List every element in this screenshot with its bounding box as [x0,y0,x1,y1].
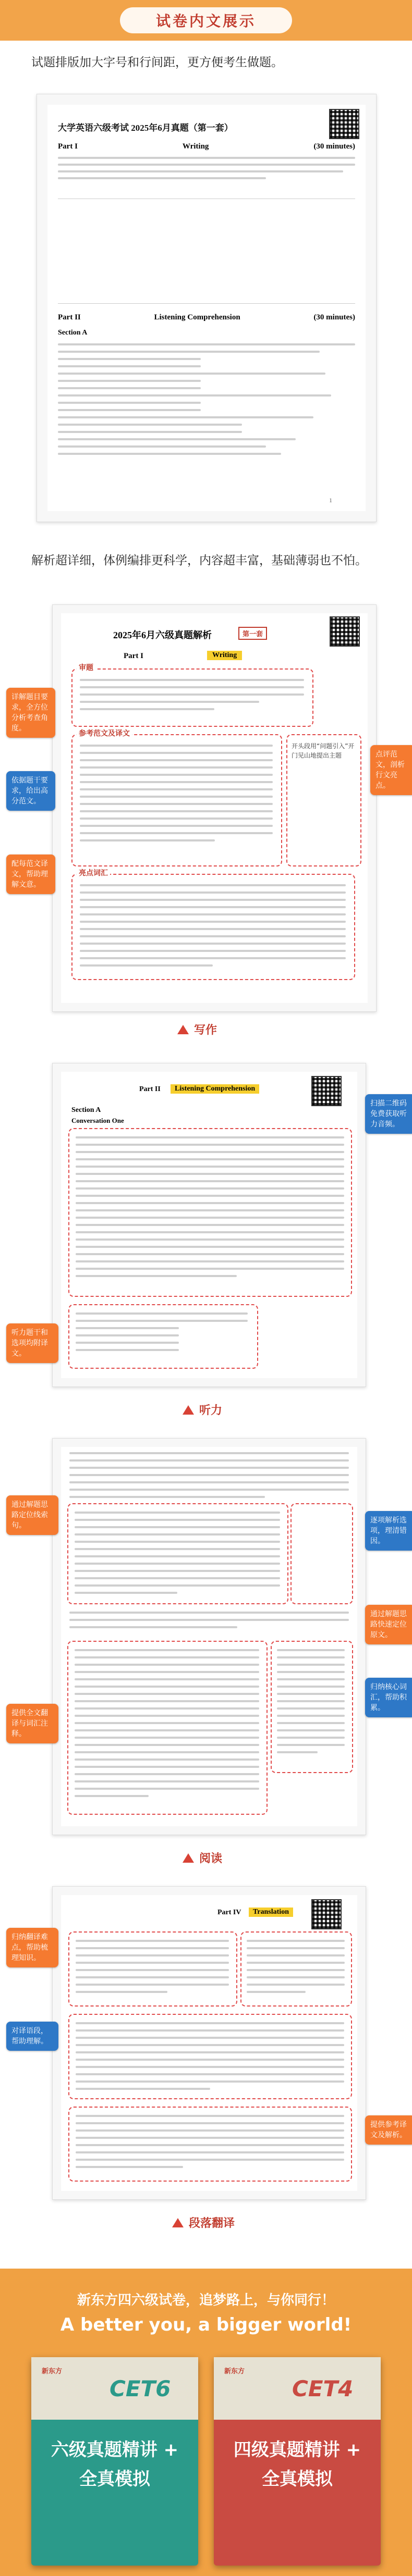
tag-listening-label: 听力 [199,1404,223,1417]
reading-page [61,1447,357,1826]
box-review-label: 审题 [77,662,95,673]
exam-page [47,105,366,511]
intro-text-2: 解析超详细，体例编排更科学，内容超丰富，基础薄弱也不怕。 [31,554,367,567]
book-cet4-publisher: 新东方 [224,2368,245,2375]
callout-options: 逐项解析选项，理清错因。 [365,1511,412,1551]
triangle-icon [177,1025,189,1034]
analysis-title: 2025年6月六级真题解析 [113,630,212,640]
part2-label: Part II [58,313,81,321]
part1-name: Writing [182,142,209,151]
part1-time: (30 minutes) [313,142,355,151]
triangle-icon [172,2218,184,2227]
box-review [71,664,313,727]
listening-questions [58,343,355,460]
callout-words: 归纳核心词汇，帮助积累。 [365,1678,412,1717]
tag-reading [183,1850,222,1866]
box-sample-essay [71,730,282,866]
book-cet4 [214,2357,381,2566]
box-vocab [71,870,355,980]
book-cet6-publisher: 新东方 [42,2368,63,2375]
analysis-page [61,613,368,1003]
callout-locate: 通过解题思路定位线索句。 [6,1495,58,1535]
side-note-text: 开头段用“问题引入”开门见山地提出主题 [292,742,355,759]
box-vocab-label: 亮点词汇 [77,868,110,878]
listening-page [61,1072,357,1378]
reading-page-card [52,1438,366,1835]
triangle-icon [183,1853,194,1863]
box-transcript [68,1128,352,1297]
analysis-badge: 第一套 [238,627,267,640]
tag-writing [177,1021,217,1037]
tag-listening [183,1402,222,1418]
page-number: 1 [329,497,332,504]
footer-slogan: 新东方四六级试卷，追梦路上，与你同行！ [77,2293,335,2308]
triangle-icon [183,1405,194,1415]
exam-title: 大学英语六级考试 2025年6月真题（第一套） [58,123,233,133]
callout-essay: 依据题干要求，给出高分范文。 [6,771,55,811]
listening-page-card [52,1063,366,1387]
tag-reading-label: 阅读 [199,1852,223,1865]
listening-part-label: Part II [139,1085,161,1093]
analysis-part-label: Part I [124,652,143,660]
analysis-part-name: Writing [207,651,242,660]
box-reading-notes [290,1503,353,1604]
box-passage [67,1641,268,1815]
part2-name: Listening Comprehension [154,313,240,321]
callout-fulltext: 提供全文翻译与词汇注释。 [6,1704,58,1743]
box-difficult [68,1931,237,2007]
callout-listening: 听力题干和选项均附译文。 [6,1323,58,1363]
intro-text-1: 试题排版加大字号和行间距，更方便考生做题。 [31,56,283,69]
analysis-page-card [52,604,377,1012]
exam-page-card [37,94,377,522]
book-cet6-title: 六级真题精讲 + 全真模拟 [51,2439,179,2490]
box-question [68,1304,258,1369]
listening-conv: Conversation One [71,1117,124,1124]
section-title: 试卷内文展示 [155,13,256,30]
translation-part-label: Part IV [217,1909,241,1916]
box-side-note [286,734,361,866]
part1-label: Part I [58,142,78,151]
tag-translation-label: 段落翻译 [189,2217,235,2230]
qr-code-icon [311,1899,342,1929]
callout-qr: 扫描二维码免费获取听力音频。 [365,1094,412,1134]
box-reference [68,2107,352,2182]
box-phrases [240,1931,352,2007]
callout-difficult: 归纳翻译难点，帮助梳理知识。 [6,1928,58,1967]
box-reading-analysis [67,1503,288,1604]
section-a-label: Section A [58,329,88,337]
writing-directions [58,157,355,179]
tag-translation [172,2214,235,2231]
book-cet4-title: 四级真题精讲 + 全真模拟 [233,2439,361,2490]
callout-reference: 提供参考译文及解析。 [365,2115,412,2145]
part2-time: (30 minutes) [313,313,355,321]
book-cet6 [31,2357,198,2566]
translation-part-name: Translation [249,1908,293,1917]
tag-writing-label: 写作 [194,1024,217,1037]
box-parallel [68,2014,352,2099]
callout-translation: 配每范文译文，帮助理解文意。 [6,854,55,894]
callout-review: 详解题目要求，全方位分析考查角度。 [6,688,55,738]
part2-header [58,313,355,322]
book-cet6-code: CET6 [110,2376,171,2401]
listening-part-name: Listening Comprehension [171,1084,259,1094]
footer-promo [0,2269,412,2576]
callout-parallel: 对译语段，帮助理解。 [6,2022,58,2051]
callout-comment: 点评范文，剖析行文亮点。 [370,745,412,795]
book-cet4-code: CET4 [292,2376,354,2401]
qr-code-icon [329,109,359,139]
qr-code-icon [311,1076,342,1106]
qr-code-icon [330,616,360,647]
footer-english: A better you, a bigger world! [60,2314,352,2335]
translation-page-card [52,1886,366,2200]
box-sample-label: 参考范文及译文 [77,728,132,738]
listening-section: Section A [71,1106,101,1114]
part1-header [58,142,355,151]
answer-area [58,199,355,304]
box-vocab-notes [271,1641,353,1773]
translation-page [61,1895,357,2191]
section-title-pill [120,7,292,33]
callout-passage: 通过解题思路快速定位原文。 [365,1605,412,1644]
